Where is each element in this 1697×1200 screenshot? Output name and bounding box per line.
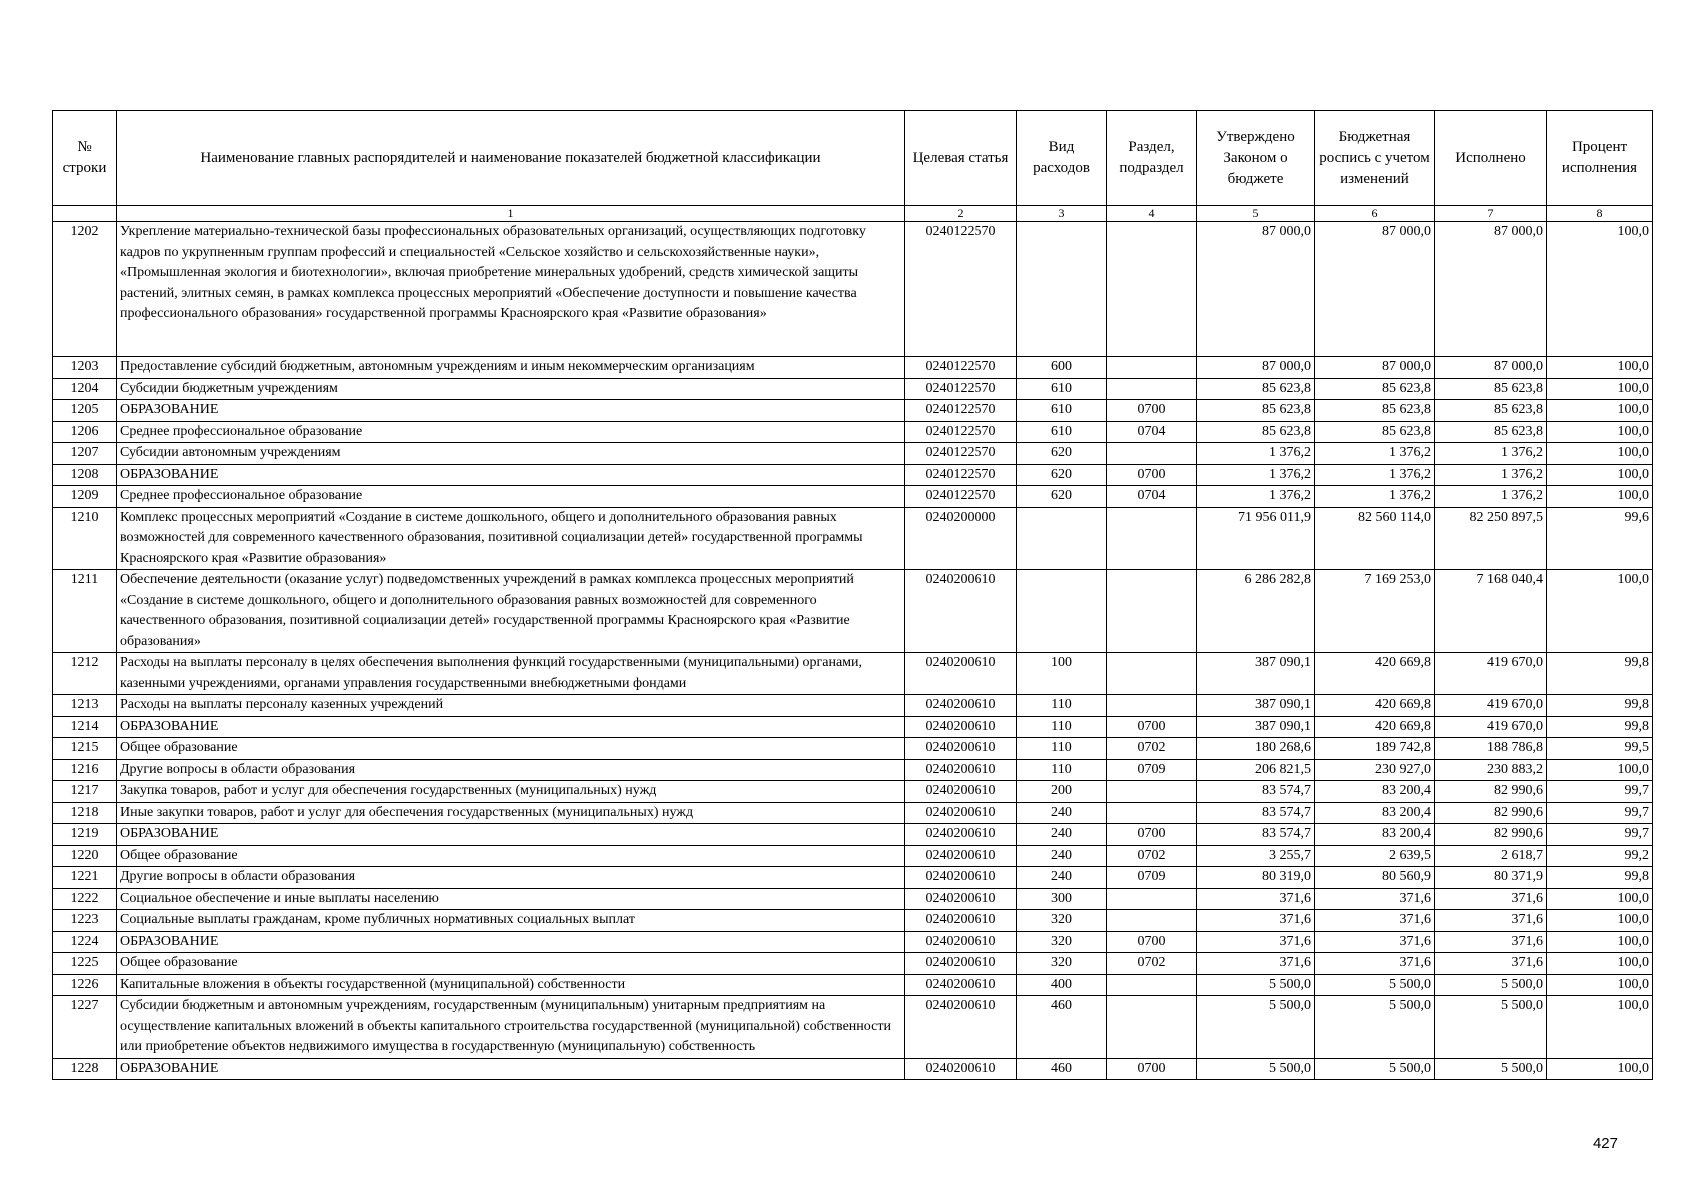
section-cell: 0700 — [1107, 1058, 1197, 1080]
row-name-cell: Социальное обеспечение и иные выплаты населению — [117, 888, 905, 910]
row-name-cell: Иные закупки товаров, работ и услуг для обеспечения государственных (муниципальных) нужд — [117, 802, 905, 824]
percent-cell: 100,0 — [1547, 974, 1653, 996]
percent-cell: 100,0 — [1547, 357, 1653, 379]
row-number-cell: 1215 — [53, 738, 117, 760]
table-row — [53, 400, 1653, 422]
table-row — [53, 1058, 1653, 1080]
target-article-cell: 0240200610 — [905, 974, 1017, 996]
expense-type-cell: 610 — [1017, 421, 1107, 443]
header-row-number: № строки — [53, 111, 117, 206]
expense-type-cell: 610 — [1017, 378, 1107, 400]
section-cell: 0702 — [1107, 953, 1197, 975]
table-row — [53, 910, 1653, 932]
approved-amount-cell: 5 500,0 — [1197, 996, 1315, 1059]
row-name-cell: Общее образование — [117, 953, 905, 975]
executed-amount-cell: 82 990,6 — [1435, 802, 1547, 824]
executed-amount-cell: 371,6 — [1435, 953, 1547, 975]
row-number-cell: 1205 — [53, 400, 117, 422]
percent-cell: 100,0 — [1547, 486, 1653, 508]
roster-amount-cell: 80 560,9 — [1315, 867, 1435, 889]
percent-cell: 100,0 — [1547, 222, 1653, 357]
table-row — [53, 738, 1653, 760]
executed-amount-cell: 419 670,0 — [1435, 716, 1547, 738]
approved-amount-cell: 83 574,7 — [1197, 802, 1315, 824]
executed-amount-cell: 85 623,8 — [1435, 400, 1547, 422]
row-number-cell: 1203 — [53, 357, 117, 379]
row-name-cell: Другие вопросы в области образования — [117, 867, 905, 889]
target-article-cell: 0240122570 — [905, 400, 1017, 422]
expense-type-cell: 240 — [1017, 845, 1107, 867]
roster-amount-cell: 420 669,8 — [1315, 716, 1435, 738]
row-name-cell: Социальные выплаты гражданам, кроме публичных нормативных социальных выплат — [117, 910, 905, 932]
target-article-cell: 0240122570 — [905, 222, 1017, 357]
column-number: 2 — [905, 206, 1017, 222]
table-row — [53, 716, 1653, 738]
roster-amount-cell: 371,6 — [1315, 953, 1435, 975]
section-cell: 0709 — [1107, 759, 1197, 781]
column-number: 1 — [117, 206, 905, 222]
percent-cell: 100,0 — [1547, 953, 1653, 975]
column-number: 8 — [1547, 206, 1653, 222]
table-row — [53, 802, 1653, 824]
header-target-article: Целевая статья — [905, 111, 1017, 206]
section-cell — [1107, 570, 1197, 653]
roster-amount-cell: 5 500,0 — [1315, 974, 1435, 996]
row-name-cell: ОБРАЗОВАНИЕ — [117, 464, 905, 486]
header-approved: Утверждено Законом о бюджете — [1197, 111, 1315, 206]
header-executed: Исполнено — [1435, 111, 1547, 206]
expense-type-cell: 610 — [1017, 400, 1107, 422]
executed-amount-cell: 7 168 040,4 — [1435, 570, 1547, 653]
section-cell — [1107, 443, 1197, 465]
percent-cell: 100,0 — [1547, 570, 1653, 653]
percent-cell: 100,0 — [1547, 759, 1653, 781]
row-name-cell: Субсидии бюджетным учреждениям — [117, 378, 905, 400]
approved-amount-cell: 71 956 011,9 — [1197, 507, 1315, 570]
executed-amount-cell: 82 250 897,5 — [1435, 507, 1547, 570]
expense-type-cell: 600 — [1017, 357, 1107, 379]
section-cell: 0700 — [1107, 931, 1197, 953]
section-cell: 0702 — [1107, 738, 1197, 760]
header-budget-roster: Бюджетная роспись с учетом изменений — [1315, 111, 1435, 206]
approved-amount-cell: 1 376,2 — [1197, 486, 1315, 508]
percent-cell: 99,2 — [1547, 845, 1653, 867]
approved-amount-cell: 87 000,0 — [1197, 357, 1315, 379]
table-row — [53, 974, 1653, 996]
expense-type-cell: 110 — [1017, 695, 1107, 717]
roster-amount-cell: 87 000,0 — [1315, 222, 1435, 357]
target-article-cell: 0240122570 — [905, 421, 1017, 443]
row-number-cell: 1206 — [53, 421, 117, 443]
target-article-cell: 0240122570 — [905, 357, 1017, 379]
row-number-cell: 1213 — [53, 695, 117, 717]
table-row — [53, 570, 1653, 653]
approved-amount-cell: 387 090,1 — [1197, 716, 1315, 738]
expense-type-cell: 110 — [1017, 759, 1107, 781]
target-article-cell: 0240200610 — [905, 759, 1017, 781]
roster-amount-cell: 85 623,8 — [1315, 400, 1435, 422]
approved-amount-cell: 5 500,0 — [1197, 974, 1315, 996]
roster-amount-cell: 83 200,4 — [1315, 824, 1435, 846]
table-row — [53, 996, 1653, 1059]
row-name-cell: Расходы на выплаты персоналу в целях обеспечения выполнения функций государственными (муниципальными) органами, казенными учреждениями, органами управления государственными внебюджетными фондами — [117, 653, 905, 695]
target-article-cell: 0240122570 — [905, 464, 1017, 486]
expense-type-cell: 110 — [1017, 738, 1107, 760]
section-cell: 0709 — [1107, 867, 1197, 889]
approved-amount-cell: 371,6 — [1197, 888, 1315, 910]
roster-amount-cell: 85 623,8 — [1315, 421, 1435, 443]
table-body — [53, 222, 1653, 1080]
approved-amount-cell: 1 376,2 — [1197, 443, 1315, 465]
row-name-cell: Среднее профессиональное образование — [117, 486, 905, 508]
approved-amount-cell: 83 574,7 — [1197, 781, 1315, 803]
row-number-cell: 1224 — [53, 931, 117, 953]
target-article-cell: 0240200610 — [905, 931, 1017, 953]
column-number-blank — [53, 206, 117, 222]
table-row — [53, 443, 1653, 465]
approved-amount-cell: 180 268,6 — [1197, 738, 1315, 760]
row-name-cell: Общее образование — [117, 845, 905, 867]
approved-amount-cell: 371,6 — [1197, 953, 1315, 975]
row-number-cell: 1227 — [53, 996, 117, 1059]
expense-type-cell: 320 — [1017, 931, 1107, 953]
row-name-cell: Укрепление материально-технической базы профессиональных образовательных организаций, осуществляющих подготовку кадров по укрупненным группам профессий и специальностей «Сельское хозяйство и сельскохозяйственные науки», «Промышленная экология и биотехнологии», включая приобретение минеральных удобрений, средств химической защиты растений, элитных семян, в рамках комплекса процессных мероприятий «Обеспечение доступности и повышение качества профессионального образования» государственной программы Красноярского края «Развитие образования» — [117, 222, 905, 357]
section-cell — [1107, 781, 1197, 803]
approved-amount-cell: 5 500,0 — [1197, 1058, 1315, 1080]
section-cell: 0704 — [1107, 486, 1197, 508]
column-number: 4 — [1107, 206, 1197, 222]
row-number-cell: 1221 — [53, 867, 117, 889]
target-article-cell: 0240200610 — [905, 996, 1017, 1059]
row-number-cell: 1217 — [53, 781, 117, 803]
section-cell: 0700 — [1107, 824, 1197, 846]
section-cell — [1107, 802, 1197, 824]
page-number: 427 — [1592, 1135, 1618, 1152]
expense-type-cell: 320 — [1017, 910, 1107, 932]
roster-amount-cell: 189 742,8 — [1315, 738, 1435, 760]
roster-amount-cell: 82 560 114,0 — [1315, 507, 1435, 570]
percent-cell: 100,0 — [1547, 888, 1653, 910]
approved-amount-cell: 206 821,5 — [1197, 759, 1315, 781]
section-cell — [1107, 910, 1197, 932]
section-cell — [1107, 378, 1197, 400]
percent-cell: 100,0 — [1547, 1058, 1653, 1080]
table-row — [53, 867, 1653, 889]
roster-amount-cell: 1 376,2 — [1315, 443, 1435, 465]
table-row — [53, 695, 1653, 717]
target-article-cell: 0240200610 — [905, 781, 1017, 803]
approved-amount-cell: 387 090,1 — [1197, 695, 1315, 717]
section-cell: 0700 — [1107, 716, 1197, 738]
row-name-cell: ОБРАЗОВАНИЕ — [117, 824, 905, 846]
row-number-cell: 1208 — [53, 464, 117, 486]
percent-cell: 100,0 — [1547, 421, 1653, 443]
percent-cell: 100,0 — [1547, 443, 1653, 465]
header-expense-type: Вид расходов — [1017, 111, 1107, 206]
percent-cell: 99,8 — [1547, 867, 1653, 889]
executed-amount-cell: 5 500,0 — [1435, 1058, 1547, 1080]
row-number-cell: 1226 — [53, 974, 117, 996]
table-row — [53, 357, 1653, 379]
row-number-cell: 1223 — [53, 910, 117, 932]
column-number: 5 — [1197, 206, 1315, 222]
table-row — [53, 888, 1653, 910]
executed-amount-cell: 419 670,0 — [1435, 653, 1547, 695]
approved-amount-cell: 83 574,7 — [1197, 824, 1315, 846]
percent-cell: 99,5 — [1547, 738, 1653, 760]
executed-amount-cell: 188 786,8 — [1435, 738, 1547, 760]
table-row — [53, 653, 1653, 695]
row-name-cell: Среднее профессиональное образование — [117, 421, 905, 443]
expense-type-cell: 400 — [1017, 974, 1107, 996]
header-name: Наименование главных распорядителей и наименование показателей бюджетной классификации — [117, 111, 905, 206]
row-number-cell: 1204 — [53, 378, 117, 400]
section-cell: 0702 — [1107, 845, 1197, 867]
column-number-row — [53, 206, 1653, 222]
column-number: 3 — [1017, 206, 1107, 222]
target-article-cell: 0240122570 — [905, 486, 1017, 508]
approved-amount-cell: 6 286 282,8 — [1197, 570, 1315, 653]
executed-amount-cell: 5 500,0 — [1435, 974, 1547, 996]
percent-cell: 100,0 — [1547, 400, 1653, 422]
executed-amount-cell: 2 618,7 — [1435, 845, 1547, 867]
target-article-cell: 0240122570 — [905, 443, 1017, 465]
expense-type-cell: 240 — [1017, 867, 1107, 889]
roster-amount-cell: 85 623,8 — [1315, 378, 1435, 400]
column-number: 7 — [1435, 206, 1547, 222]
roster-amount-cell: 1 376,2 — [1315, 486, 1435, 508]
expense-type-cell — [1017, 222, 1107, 357]
executed-amount-cell: 85 623,8 — [1435, 421, 1547, 443]
row-number-cell: 1216 — [53, 759, 117, 781]
table-row — [53, 759, 1653, 781]
row-name-cell: ОБРАЗОВАНИЕ — [117, 716, 905, 738]
executed-amount-cell: 371,6 — [1435, 888, 1547, 910]
percent-cell: 99,6 — [1547, 507, 1653, 570]
table-row — [53, 464, 1653, 486]
table-row — [53, 824, 1653, 846]
executed-amount-cell: 371,6 — [1435, 910, 1547, 932]
target-article-cell: 0240200610 — [905, 695, 1017, 717]
target-article-cell: 0240200610 — [905, 845, 1017, 867]
percent-cell: 100,0 — [1547, 931, 1653, 953]
table-row — [53, 421, 1653, 443]
row-name-cell: ОБРАЗОВАНИЕ — [117, 1058, 905, 1080]
expense-type-cell: 100 — [1017, 653, 1107, 695]
executed-amount-cell: 230 883,2 — [1435, 759, 1547, 781]
section-cell: 0700 — [1107, 464, 1197, 486]
section-cell — [1107, 695, 1197, 717]
executed-amount-cell: 87 000,0 — [1435, 357, 1547, 379]
roster-amount-cell: 5 500,0 — [1315, 996, 1435, 1059]
row-name-cell: Расходы на выплаты персоналу казенных учреждений — [117, 695, 905, 717]
expense-type-cell: 620 — [1017, 443, 1107, 465]
section-cell — [1107, 653, 1197, 695]
target-article-cell: 0240200610 — [905, 953, 1017, 975]
executed-amount-cell: 1 376,2 — [1435, 443, 1547, 465]
roster-amount-cell: 371,6 — [1315, 888, 1435, 910]
approved-amount-cell: 87 000,0 — [1197, 222, 1315, 357]
section-cell — [1107, 507, 1197, 570]
approved-amount-cell: 85 623,8 — [1197, 400, 1315, 422]
target-article-cell: 0240200610 — [905, 888, 1017, 910]
expense-type-cell: 110 — [1017, 716, 1107, 738]
target-article-cell: 0240200610 — [905, 716, 1017, 738]
row-number-cell: 1202 — [53, 222, 117, 357]
roster-amount-cell: 371,6 — [1315, 910, 1435, 932]
section-cell: 0700 — [1107, 400, 1197, 422]
expense-type-cell: 620 — [1017, 464, 1107, 486]
column-number: 6 — [1315, 206, 1435, 222]
percent-cell: 99,8 — [1547, 653, 1653, 695]
section-cell — [1107, 996, 1197, 1059]
approved-amount-cell: 371,6 — [1197, 931, 1315, 953]
row-name-cell: Другие вопросы в области образования — [117, 759, 905, 781]
row-name-cell: Субсидии бюджетным и автономным учреждениям, государственным (муниципальным) унитарным предприятиям на осуществление капитальных вложений в объекты капитального строительства государственной (муниципальной) собственности или приобретение объектов недвижимого имущества в государственную (муниципальную) собственность — [117, 996, 905, 1059]
approved-amount-cell: 3 255,7 — [1197, 845, 1315, 867]
executed-amount-cell: 80 371,9 — [1435, 867, 1547, 889]
row-name-cell: ОБРАЗОВАНИЕ — [117, 400, 905, 422]
row-name-cell: ОБРАЗОВАНИЕ — [117, 931, 905, 953]
row-name-cell: Закупка товаров, работ и услуг для обеспечения государственных (муниципальных) нужд — [117, 781, 905, 803]
roster-amount-cell: 2 639,5 — [1315, 845, 1435, 867]
row-name-cell: Субсидии автономным учреждениям — [117, 443, 905, 465]
table-row — [53, 781, 1653, 803]
executed-amount-cell: 1 376,2 — [1435, 486, 1547, 508]
row-number-cell: 1219 — [53, 824, 117, 846]
percent-cell: 99,7 — [1547, 824, 1653, 846]
percent-cell: 99,7 — [1547, 781, 1653, 803]
table-row — [53, 845, 1653, 867]
executed-amount-cell: 87 000,0 — [1435, 222, 1547, 357]
executed-amount-cell: 82 990,6 — [1435, 824, 1547, 846]
section-cell — [1107, 974, 1197, 996]
executed-amount-cell: 371,6 — [1435, 931, 1547, 953]
executed-amount-cell: 419 670,0 — [1435, 695, 1547, 717]
table-row — [53, 378, 1653, 400]
expense-type-cell: 240 — [1017, 802, 1107, 824]
percent-cell: 99,8 — [1547, 716, 1653, 738]
executed-amount-cell: 1 376,2 — [1435, 464, 1547, 486]
target-article-cell: 0240200610 — [905, 867, 1017, 889]
percent-cell: 100,0 — [1547, 996, 1653, 1059]
header-section: Раздел, подраздел — [1107, 111, 1197, 206]
row-number-cell: 1222 — [53, 888, 117, 910]
approved-amount-cell: 80 319,0 — [1197, 867, 1315, 889]
row-number-cell: 1212 — [53, 653, 117, 695]
executed-amount-cell: 5 500,0 — [1435, 996, 1547, 1059]
row-name-cell: Общее образование — [117, 738, 905, 760]
target-article-cell: 0240200610 — [905, 910, 1017, 932]
section-cell — [1107, 888, 1197, 910]
row-number-cell: 1209 — [53, 486, 117, 508]
budget-table — [52, 110, 1653, 1080]
target-article-cell: 0240200610 — [905, 1058, 1017, 1080]
row-number-cell: 1211 — [53, 570, 117, 653]
row-number-cell: 1218 — [53, 802, 117, 824]
table-row — [53, 486, 1653, 508]
expense-type-cell: 240 — [1017, 824, 1107, 846]
percent-cell: 99,7 — [1547, 802, 1653, 824]
roster-amount-cell: 83 200,4 — [1315, 802, 1435, 824]
roster-amount-cell: 87 000,0 — [1315, 357, 1435, 379]
approved-amount-cell: 85 623,8 — [1197, 378, 1315, 400]
expense-type-cell: 460 — [1017, 1058, 1107, 1080]
expense-type-cell: 460 — [1017, 996, 1107, 1059]
target-article-cell: 0240200610 — [905, 802, 1017, 824]
expense-type-cell: 200 — [1017, 781, 1107, 803]
executed-amount-cell: 85 623,8 — [1435, 378, 1547, 400]
header-row — [53, 111, 1653, 206]
table-row — [53, 507, 1653, 570]
roster-amount-cell: 7 169 253,0 — [1315, 570, 1435, 653]
row-name-cell: Обеспечение деятельности (оказание услуг) подведомственных учреждений в рамках комплекса процессных мероприятий «Создание в системе дошкольного, общего и дополнительного образования равных возможностей для современного качественного образования, позитивной социализации детей» государственной программы Красноярского края «Развитие образования» — [117, 570, 905, 653]
roster-amount-cell: 5 500,0 — [1315, 1058, 1435, 1080]
target-article-cell: 0240122570 — [905, 378, 1017, 400]
section-cell — [1107, 222, 1197, 357]
row-name-cell: Предоставление субсидий бюджетным, автономным учреждениям и иным некоммерческим организациям — [117, 357, 905, 379]
section-cell — [1107, 357, 1197, 379]
approved-amount-cell: 387 090,1 — [1197, 653, 1315, 695]
row-number-cell: 1228 — [53, 1058, 117, 1080]
section-cell: 0704 — [1107, 421, 1197, 443]
expense-type-cell — [1017, 570, 1107, 653]
row-number-cell: 1214 — [53, 716, 117, 738]
approved-amount-cell: 1 376,2 — [1197, 464, 1315, 486]
executed-amount-cell: 82 990,6 — [1435, 781, 1547, 803]
row-number-cell: 1210 — [53, 507, 117, 570]
percent-cell: 100,0 — [1547, 464, 1653, 486]
roster-amount-cell: 420 669,8 — [1315, 695, 1435, 717]
row-number-cell: 1225 — [53, 953, 117, 975]
target-article-cell: 0240200610 — [905, 653, 1017, 695]
expense-type-cell — [1017, 507, 1107, 570]
target-article-cell: 0240200610 — [905, 738, 1017, 760]
header-percent: Процент исполнения — [1547, 111, 1653, 206]
target-article-cell: 0240200610 — [905, 824, 1017, 846]
approved-amount-cell: 85 623,8 — [1197, 421, 1315, 443]
table-row — [53, 931, 1653, 953]
percent-cell: 100,0 — [1547, 378, 1653, 400]
row-name-cell: Капитальные вложения в объекты государственной (муниципальной) собственности — [117, 974, 905, 996]
row-number-cell: 1207 — [53, 443, 117, 465]
expense-type-cell: 300 — [1017, 888, 1107, 910]
roster-amount-cell: 1 376,2 — [1315, 464, 1435, 486]
target-article-cell: 0240200000 — [905, 507, 1017, 570]
expense-type-cell: 320 — [1017, 953, 1107, 975]
row-name-cell: Комплекс процессных мероприятий «Создание в системе дошкольного, общего и дополнительного образования равных возможностей для современного качественного образования, позитивной социализации детей» государственной программы Красноярского края «Развитие образования» — [117, 507, 905, 570]
expense-type-cell: 620 — [1017, 486, 1107, 508]
roster-amount-cell: 371,6 — [1315, 931, 1435, 953]
percent-cell: 100,0 — [1547, 910, 1653, 932]
table-row — [53, 222, 1653, 357]
row-number-cell: 1220 — [53, 845, 117, 867]
roster-amount-cell: 83 200,4 — [1315, 781, 1435, 803]
target-article-cell: 0240200610 — [905, 570, 1017, 653]
roster-amount-cell: 230 927,0 — [1315, 759, 1435, 781]
table-row — [53, 953, 1653, 975]
percent-cell: 99,8 — [1547, 695, 1653, 717]
approved-amount-cell: 371,6 — [1197, 910, 1315, 932]
roster-amount-cell: 420 669,8 — [1315, 653, 1435, 695]
